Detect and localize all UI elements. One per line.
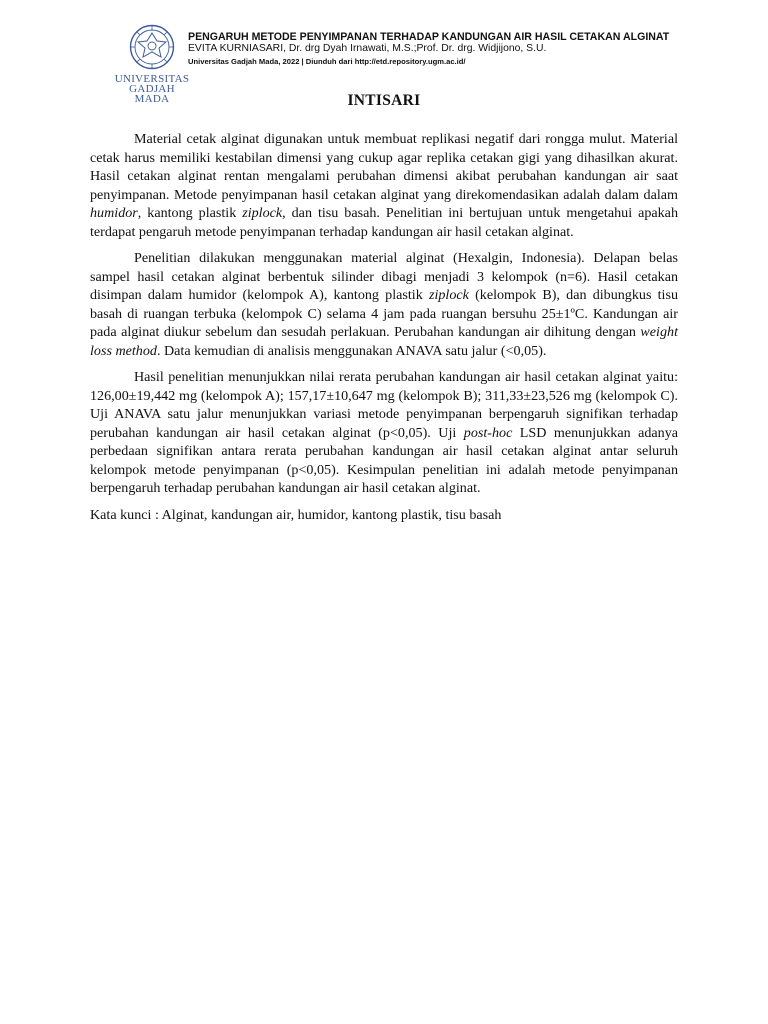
logo-line-1: UNIVERSITAS bbox=[114, 73, 190, 85]
p3-text-a: Hasil penelitian menunjukkan nilai rerata perubahan kandungan air hasil cetakan alginat yaitu: 126,00±19,442 mg (kelompok A); 157,17±10,647 mg (kelompok B); 311,33±23,526 mg (kelompok C). Uji ANAVA satu jalur menunjukkan variasi metode penyimpanan berpengaruh signifikan terhadap perubahan kandungan air hasil cetakan alginat (p<0,05). Uji bbox=[90, 369, 678, 441]
p1-italic-humidor: humidor bbox=[90, 205, 138, 221]
paragraph-2 bbox=[90, 249, 678, 360]
p1-text-c: , kantong plastik bbox=[137, 205, 243, 221]
ugm-seal-icon bbox=[129, 24, 175, 70]
p2-text-a: Penelitian dilakukan menggunakan material alginat (Hexalgin, Indonesia). Delapan belas sampel hasil cetakan alginat berbentuk silinder dibagi menjadi 3 kelompok (n=6). Hasil cetakan disimpan dalam humidor (kelompok A), kantong plastik bbox=[90, 250, 678, 303]
header-text bbox=[188, 32, 748, 68]
p2-italic-ziplock: ziplock bbox=[428, 287, 469, 303]
logo-line-2: GADJAH MADA bbox=[129, 83, 175, 105]
source-line: Universitas Gadjah Mada, 2022 | Diunduh dari http://etd.repository.ugm.ac.id/ bbox=[188, 57, 466, 66]
paragraph-3 bbox=[90, 368, 678, 498]
p2-italic-method: weight loss method bbox=[90, 324, 678, 359]
keywords: Kata kunci : Alginat, kandungan air, humidor, kantong plastik, tisu basah bbox=[90, 506, 502, 523]
p3-italic-posthoc: post-hoc bbox=[463, 424, 513, 441]
p3-text-c: LSD menunjukkan adanya perbedaan signifikan antara rerata perubahan kandungan air hasil cetakan alginat antar seluruh kelompok metode penyimpanan (p<0,05). Kesimpulan penelitian ini adalah metode penyimpanan berpengaruh terhadap perubahan kandungan air hasil cetakan alginat. bbox=[90, 424, 678, 496]
p2-text-e: . Data kemudian di analisis menggunakan ANAVA satu jalur (<0,05). bbox=[156, 342, 547, 359]
paragraph-1 bbox=[90, 130, 678, 241]
p2-text-c: (kelompok B), dan dibungkus tisu basah di ruangan terbuka (kelompok C) selama 4 jam pada ruangan bersuhu 25±1ºC. Kandungan air pada alginat diukur sebelum dan sesudah perlakuan. Perubahan kandungan air dihitung dengan bbox=[90, 287, 678, 340]
p1-text-e: , dan tisu basah. Penelitian ini bertujuan untuk mengetahui apakah terdapat pengaruh metode penyimpanan terhadap kandungan air hasil cetakan alginat. bbox=[90, 205, 678, 240]
thesis-authors: EVITA KURNIASARI, Dr. drg Dyah Irnawati, M.S.;Prof. Dr. drg. Widjijono, S.U. bbox=[188, 43, 547, 54]
p1-text-a: Material cetak alginat digunakan untuk membuat replikasi negatif dari rongga mulut. Material cetak harus memiliki kestabilan dimensi yang cukup agar replika cetakan gigi yang dihasilkan akurat. Hasil cetakan alginat rentan mengalami perubahan dimensi akibat perubahan kandungan air saat penyimpanan. Metode penyimpanan hasil cetakan alginat yang direkomendasikan adalah dalam dalam bbox=[90, 131, 678, 203]
thesis-title: PENGARUH METODE PENYIMPANAN TERHADAP KANDUNGAN AIR HASIL CETAKAN ALGINAT bbox=[188, 31, 670, 43]
page-title: INTISARI bbox=[347, 92, 421, 109]
abstract-body bbox=[90, 130, 678, 524]
p1-italic-ziplock: ziplock bbox=[242, 205, 283, 221]
